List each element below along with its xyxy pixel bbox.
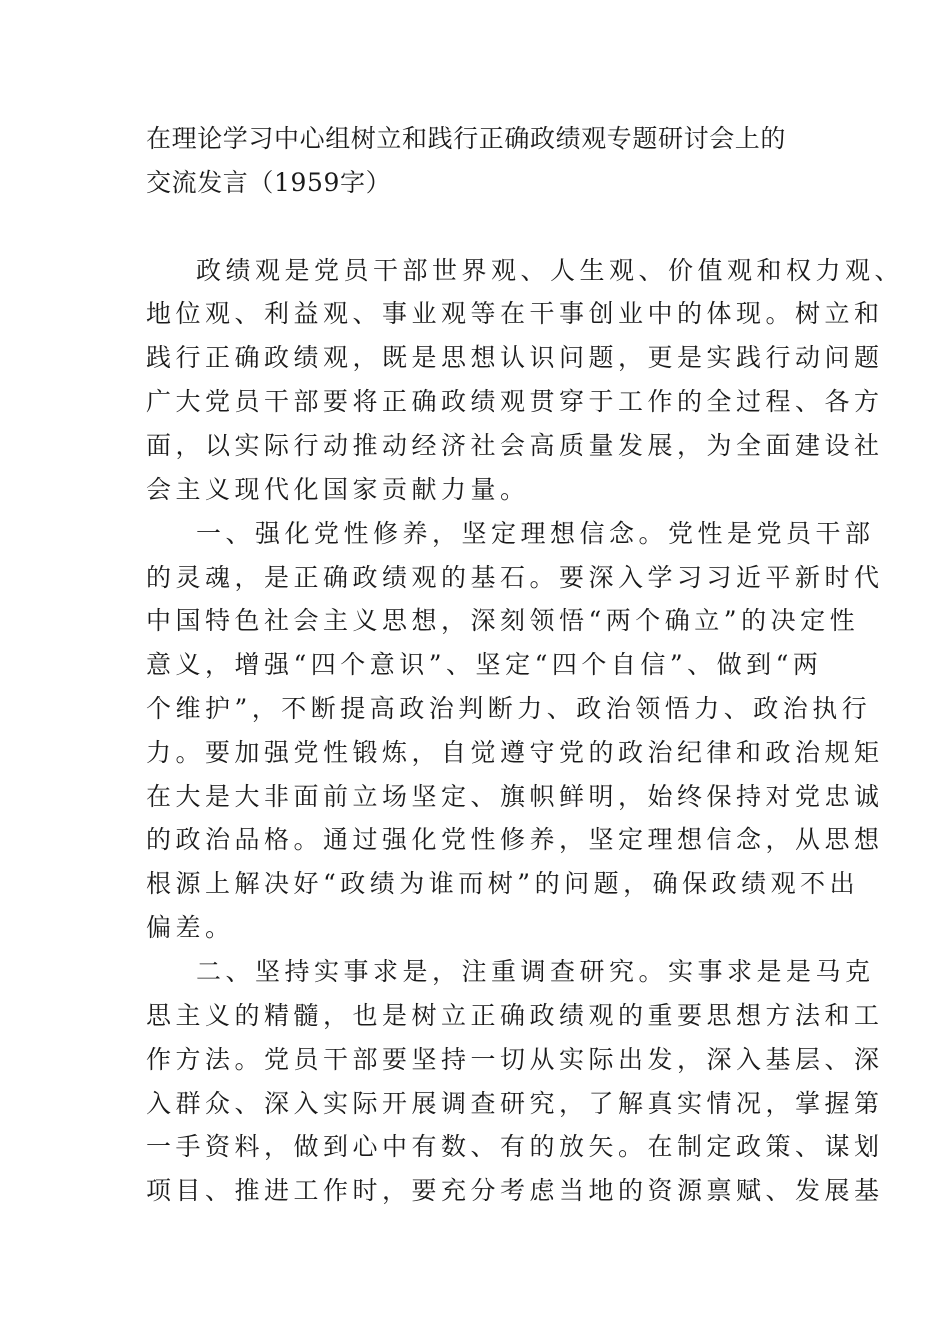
paragraph-line: 入群众、深入实际开展调查研究，了解真实情况，掌握第 <box>146 1089 884 1118</box>
paragraph-line: 的灵魂，是正确政绩观的基石。要深入学习习近平新时代 <box>146 563 884 592</box>
paragraph-line: 项目、推进工作时，要充分考虑当地的资源禀赋、发展基 <box>146 1176 884 1205</box>
paragraph-line: 二、坚持实事求是，注重调查研究。实事求是是马克 <box>196 957 875 986</box>
paragraph-line: 地位观、利益观、事业观等在干事创业中的体现。树立和 <box>146 299 884 328</box>
paragraph-line: 广大党员干部要将正确政绩观贯穿于工作的全过程、各方 <box>146 387 884 416</box>
paragraph-line: 一手资料，做到心中有数、有的放矢。在制定政策、谋划 <box>146 1132 884 1161</box>
document-title-line: 交流发言（1959字） <box>146 168 392 197</box>
paragraph-line: 一、强化党性修养，坚定理想信念。党性是党员干部 <box>196 519 875 548</box>
paragraph-line: 偏差。 <box>146 913 235 942</box>
paragraph-line: 思主义的精髓，也是树立正确政绩观的重要思想方法和工 <box>146 1001 884 1030</box>
paragraph-line: 根源上解决好“政绩为谁而树”的问题，确保政绩观不出 <box>146 869 860 898</box>
paragraph-line: 意义，增强“四个意识”、坚定“四个自信”、做到“两 <box>146 650 823 679</box>
paragraph-line: 作方法。党员干部要坚持一切从实际出发，深入基层、深 <box>146 1045 884 1074</box>
document-title-line: 在理论学习中心组树立和践行正确政绩观专题研讨会上的 <box>146 124 787 153</box>
paragraph-line: 面，以实际行动推动经济社会高质量发展，为全面建设社 <box>146 431 884 460</box>
paragraph-line: 的政治品格。通过强化党性修养，坚定理想信念，从思想 <box>146 825 884 854</box>
paragraph-line: 个维护”，不断提高政治判断力、政治领悟力、政治执行 <box>146 694 872 723</box>
paragraph-line: 中国特色社会主义思想，深刻领悟“两个确立”的决定性 <box>146 606 860 635</box>
paragraph-line: 力。要加强党性锻炼，自觉遵守党的政治纪律和政治规矩 <box>146 738 884 767</box>
paragraph-line: 政绩观是党员干部世界观、人生观、价值观和权力观、 <box>196 256 905 285</box>
paragraph-line: 在大是大非面前立场坚定、旗帜鲜明，始终保持对党忠诚 <box>146 782 884 811</box>
paragraph-line: 会主义现代化国家贡献力量。 <box>146 475 530 504</box>
paragraph-line: 践行正确政绩观，既是思想认识问题，更是实践行动问题 <box>146 343 884 372</box>
